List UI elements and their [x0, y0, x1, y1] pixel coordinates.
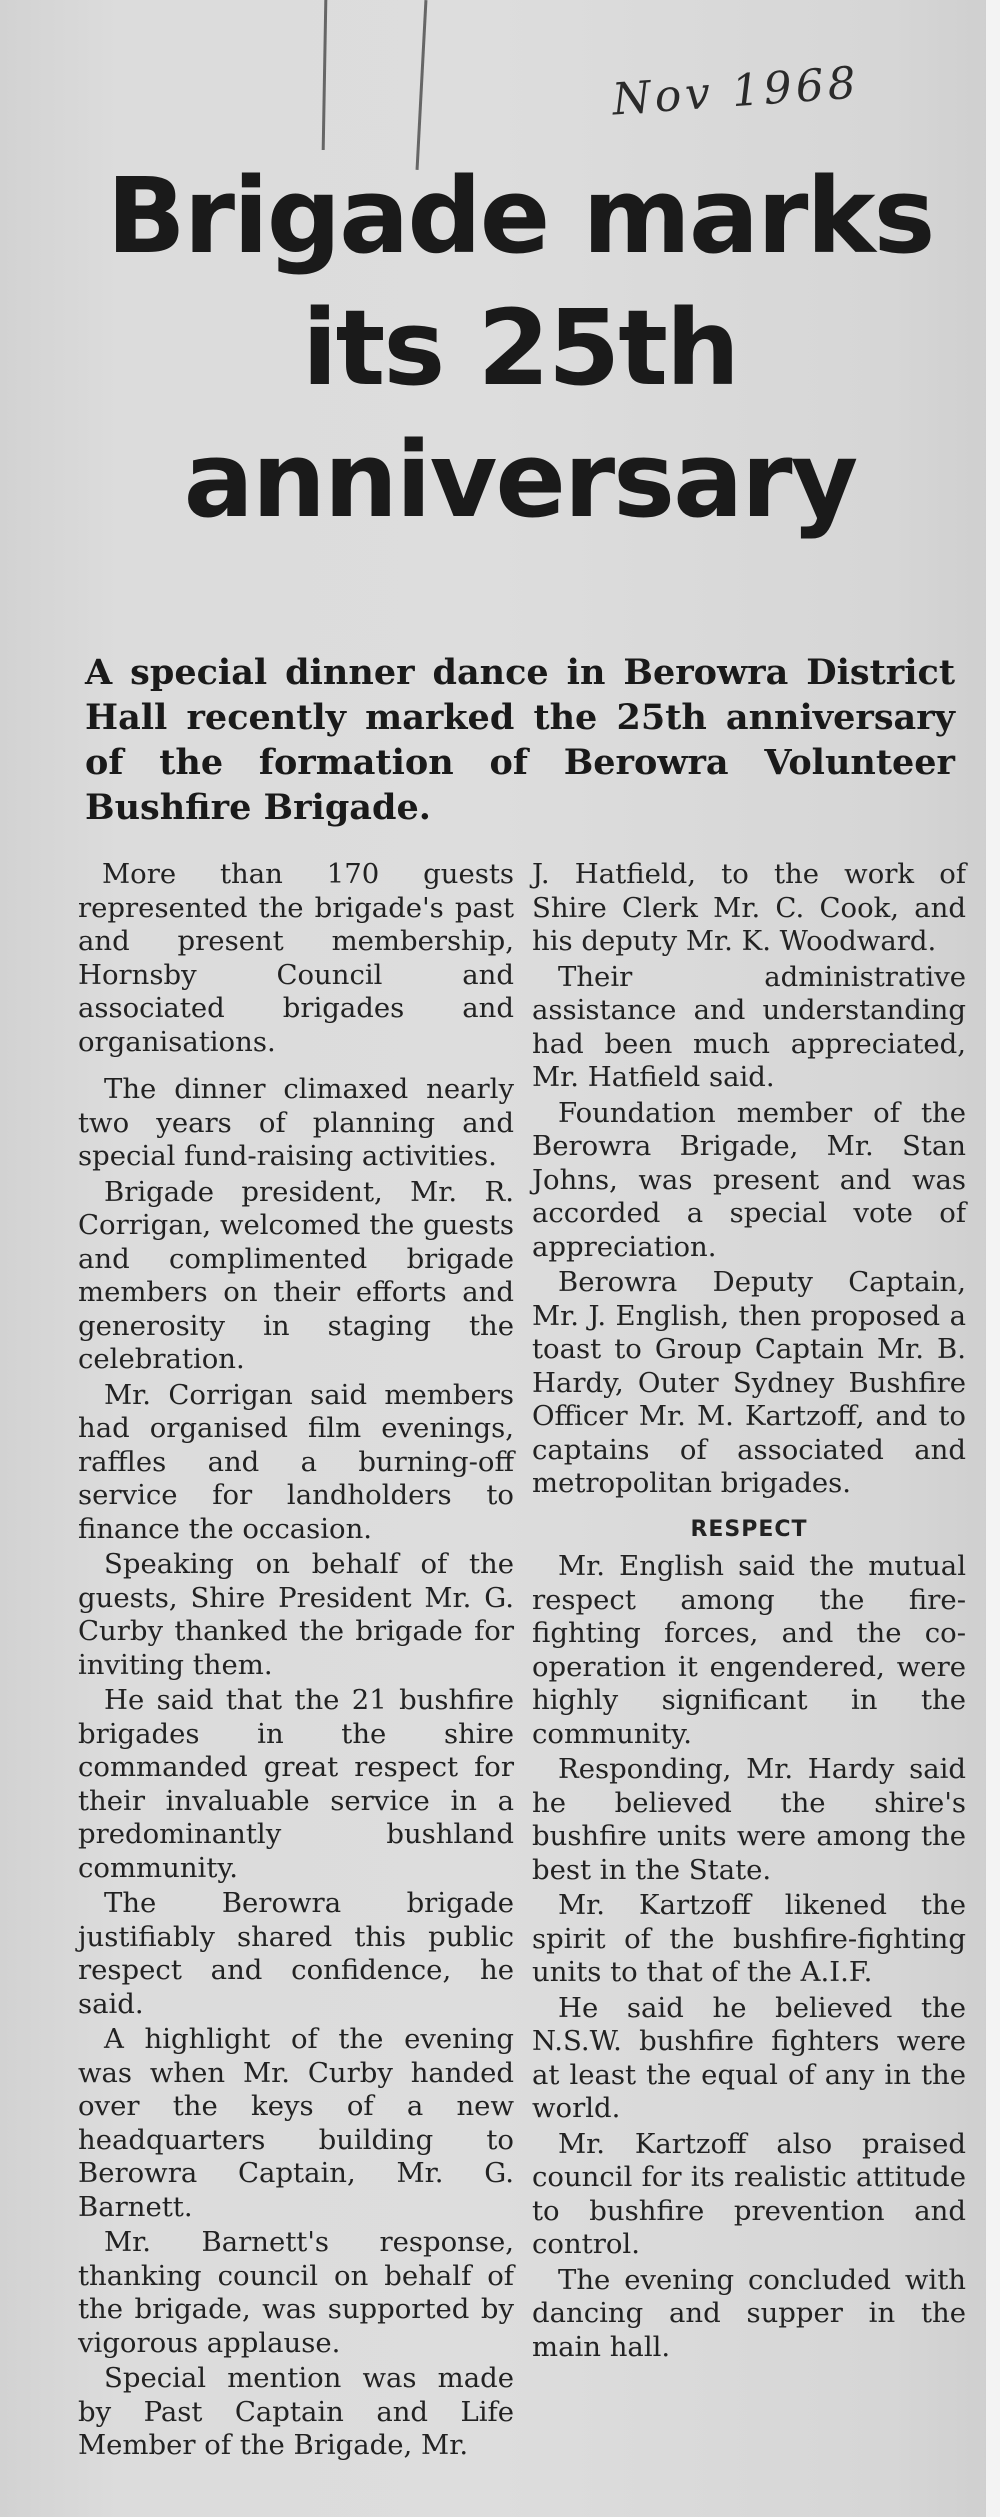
headline-line: its 25th: [302, 287, 738, 409]
paragraph: The Berowra brigade justifiably shared this public respect and confidence, he said.: [78, 1887, 514, 2020]
paragraph: Special mention was made by Past Captain and Life Member of the Brigade, Mr.: [78, 2362, 514, 2461]
intro-paragraph: A special dinner dance in Berowra District Hall recently marked the 25th anniversary of the formation of Berowra Volunteer Bushfire Brigade.: [85, 652, 955, 828]
headline-line: anniversary: [183, 419, 857, 541]
right-column: [532, 858, 966, 2366]
paragraph: More than 170 guests represented the brigade's past and present membership, Hornsby Council and associated brigades and organisations.: [78, 858, 514, 1058]
paragraph: The evening concluded with dancing and supper in the main hall.: [532, 2263, 966, 2363]
subhead: RESPECT: [690, 1516, 808, 1542]
paragraph: Foundation member of the Berowra Brigade, Mr. Stan Johns, was present and was accorded a special vote of appreciation.: [532, 1096, 966, 1263]
paragraph: Mr. Corrigan said members had organised film evenings, raffles and a burning-off service for landholders to finance the occasion.: [78, 1378, 514, 1545]
paragraph: J. Hatfield, to the work of Shire Clerk Mr. C. Cook, and his deputy Mr. K. Woodward.: [532, 858, 966, 957]
paragraph: Responding, Mr. Hardy said he believed the shire's bushfire units were among the best in the State.: [532, 1753, 966, 1886]
paragraph: Berowra Deputy Captain, Mr. J. English, then proposed a toast to Group Captain Mr. B. Hardy, Outer Sydney Bushfire Officer Mr. M. Kartzoff, and to captains of associated and metropolitan brigades.: [532, 1266, 966, 1499]
paragraph: Their administrative assistance and understanding had been much appreciated, Mr. Hatfield said.: [532, 960, 966, 1093]
paragraph: The dinner climaxed nearly two years of planning and special fund-raising activities.: [78, 1073, 514, 1172]
handwritten-date: Nov 1968: [610, 57, 862, 126]
paragraph: He said that the 21 bushfire brigades in the shire commanded great respect for their invaluable service in a predominantly bushland community.: [78, 1684, 514, 1884]
paragraph: Speaking on behalf of the guests, Shire President Mr. G. Curby thanked the brigade for inviting them.: [78, 1548, 514, 1681]
paragraph: A highlight of the evening was when Mr. Curby handed over the keys of a new headquarters building to Berowra Captain, Mr. G. Barnett.: [78, 2023, 514, 2223]
clipping-edge: [986, 0, 1000, 2517]
headline-line: Brigade marks: [106, 155, 934, 277]
paragraph: Mr. Kartzoff likened the spirit of the bushfire-fighting units to that of the A.I.F.: [532, 1889, 966, 1988]
paragraph: Mr. English said the mutual respect among the fire-fighting forces, and the co-operation it engendered, were highly significant in the community.: [532, 1550, 966, 1750]
paragraph: Mr. Kartzoff also praised council for its realistic attitude to bushfire prevention and control.: [532, 2127, 966, 2260]
paragraph: Mr. Barnett's response, thanking council on behalf of the brigade, was supported by vigorous applause.: [78, 2226, 514, 2359]
headline: [90, 150, 950, 546]
paragraph: He said he believed the N.S.W. bushfire fighters were at least the equal of any in the world.: [532, 1991, 966, 2124]
paragraph: Brigade president, Mr. R. Corrigan, welcomed the guests and complimented brigade members on their efforts and generosity in staging the celebration.: [78, 1175, 514, 1375]
left-column: [78, 858, 514, 2465]
